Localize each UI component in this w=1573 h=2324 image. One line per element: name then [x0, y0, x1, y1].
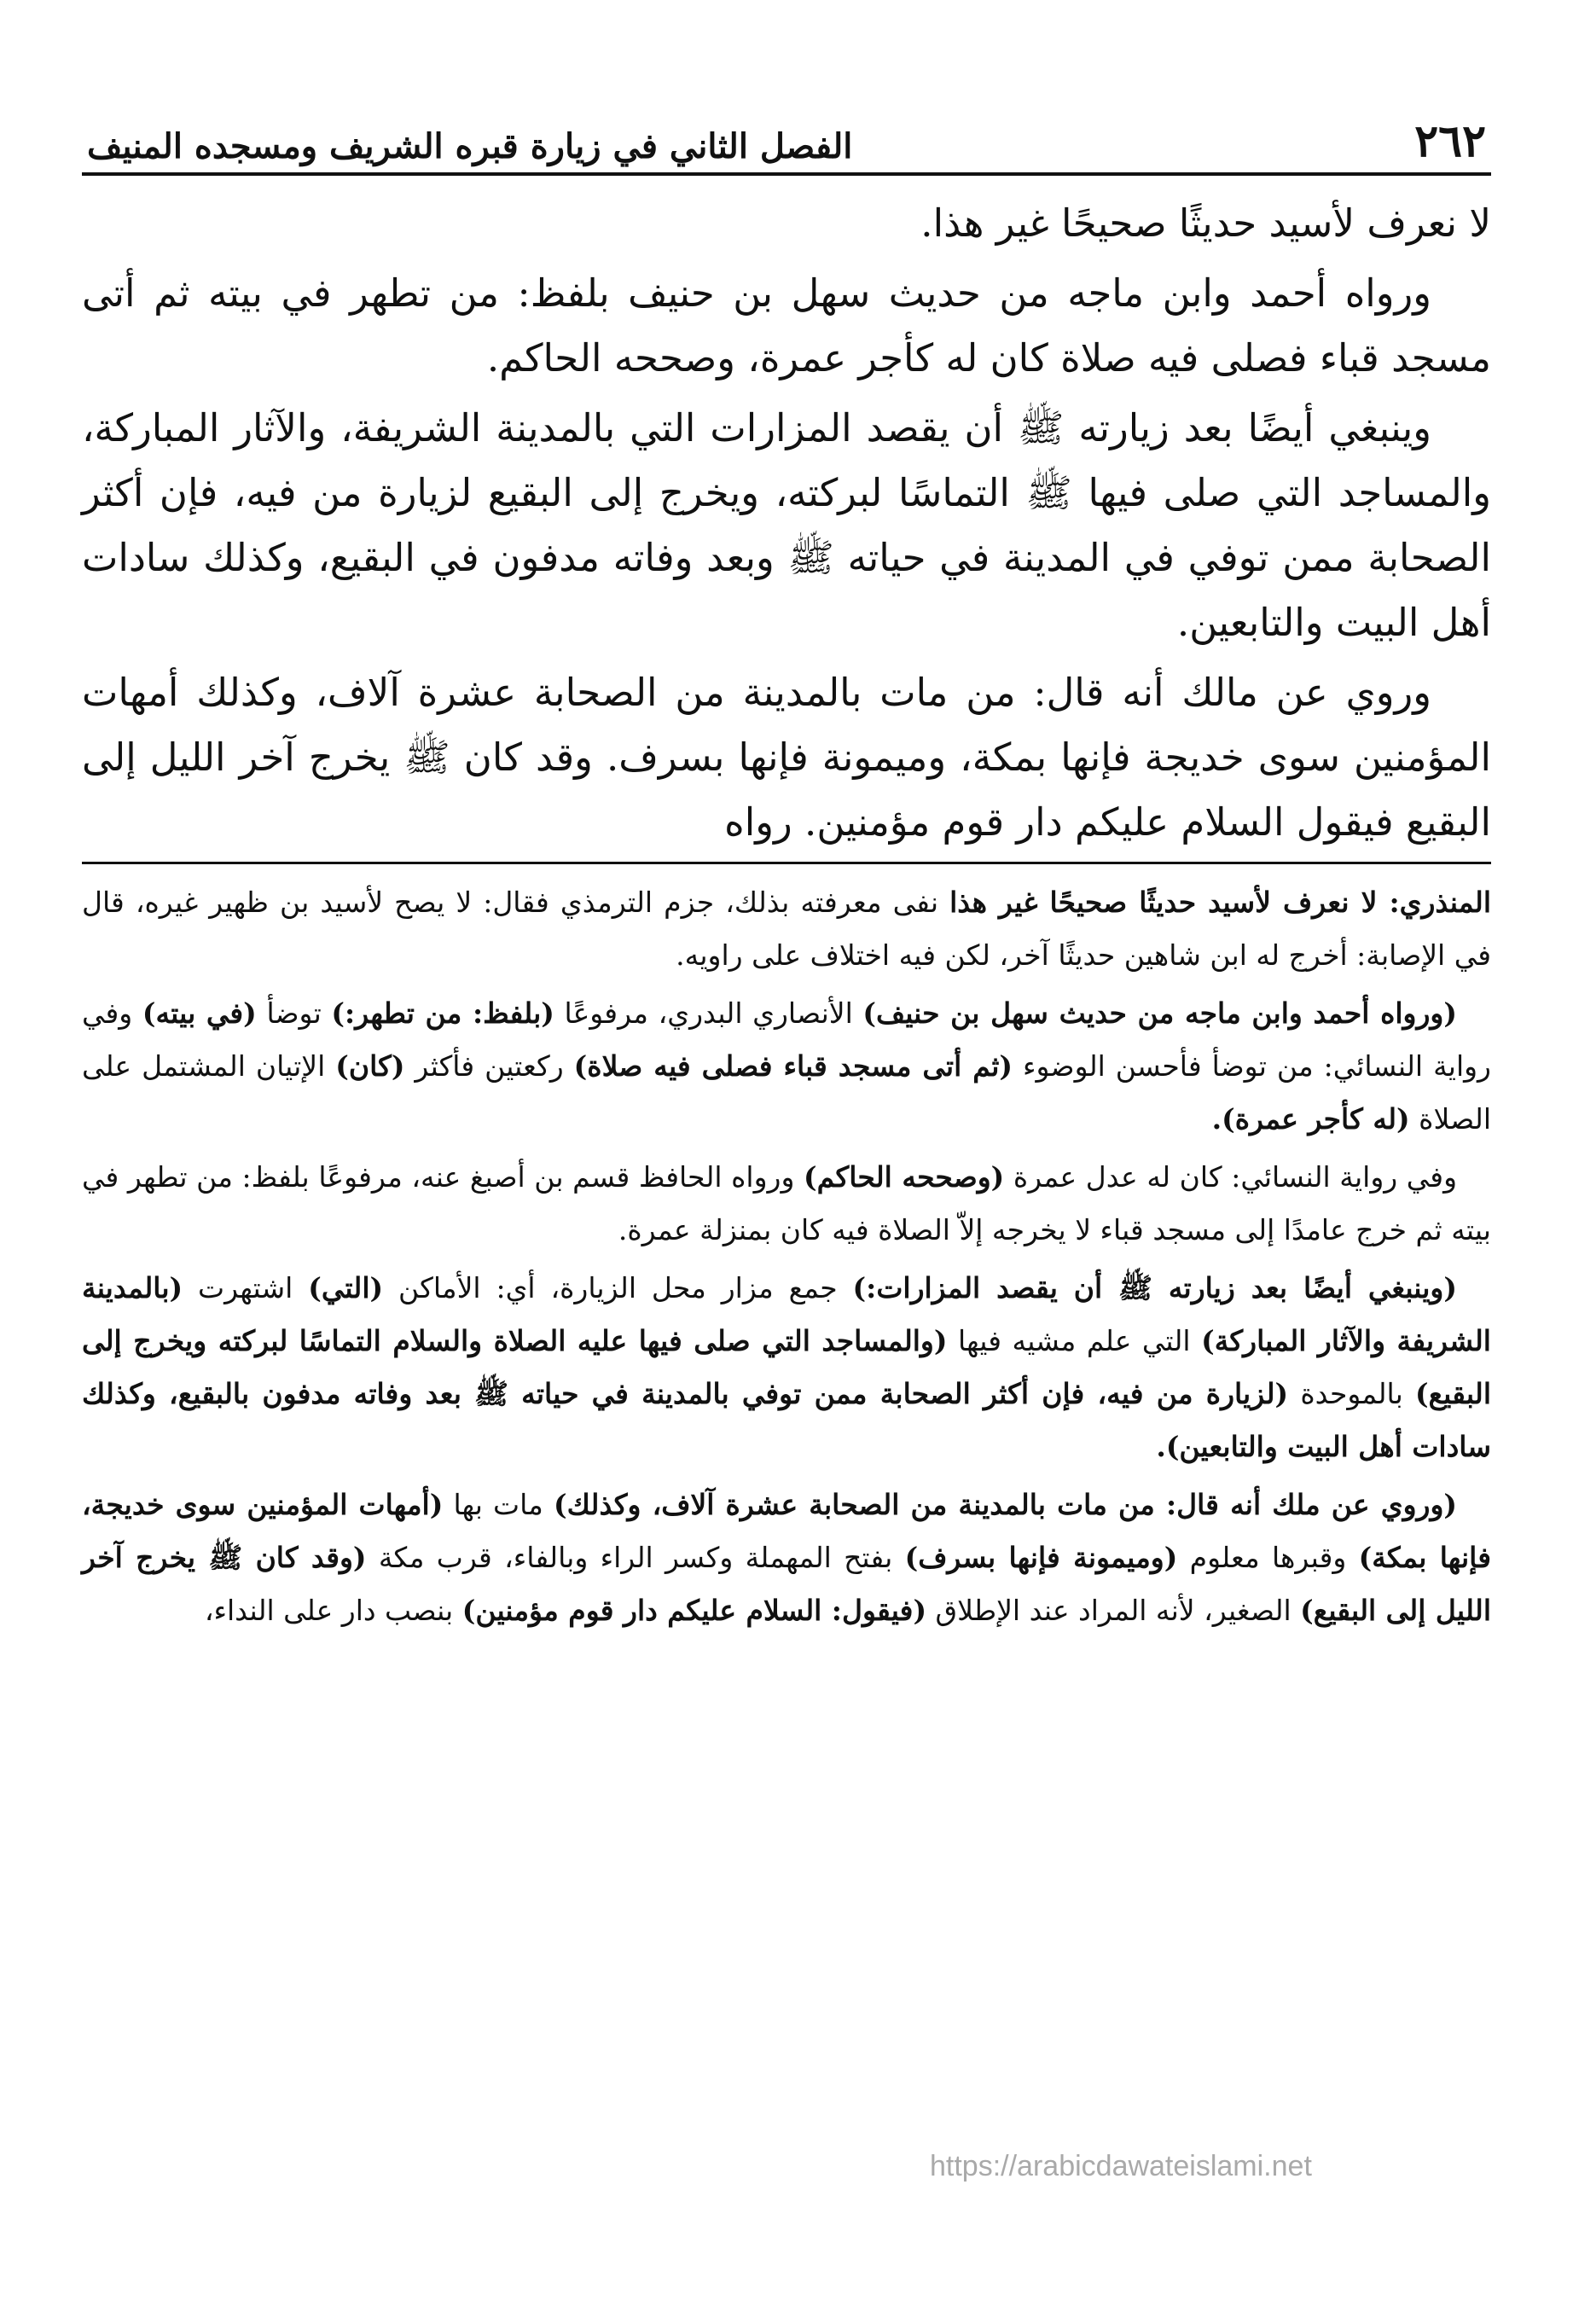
commentary-text: بالموحدة: [1288, 1377, 1415, 1410]
commentary-text: ورواه الحافظ قسم بن أصبغ عنه، مرفوعًا بلفظ: من تطهر في بيته ثم خرج عامدًا إلى مسجد قباء لا يخرجه إلاّ الصلاة فيه كان بمنزلة عمرة.: [82, 1160, 1491, 1246]
commentary-quote: (ثم أتى مسجد قباء فصلى فيه صلاة): [573, 1049, 1013, 1083]
commentary-paragraph: [82, 1479, 1491, 1637]
commentary-text: الإتيان المشتمل على الصلاة: [82, 1049, 1491, 1136]
commentary-text: بنصب دار على النداء،: [204, 1594, 462, 1627]
commentary-text: مات بها: [443, 1488, 554, 1521]
page-number: ٢٦٢: [1414, 115, 1486, 167]
commentary-quote: (بلفظ: من تطهر:): [331, 996, 554, 1030]
commentary-quote: (له كأجر عمرة).: [1211, 1102, 1410, 1136]
commentary-quote: (والمساجد التي صلى فيها عليه الصلاة والسلام التماسًا لبركته ويخرج إلى البقيع): [82, 1324, 1491, 1410]
commentary-quote: (فيقول: السلام عليكم دار قوم مؤمنين): [461, 1594, 927, 1627]
commentary-quote: (وينبغي أيضًا بعد زيارته ﷺ أن يقصد المزارات:): [852, 1271, 1457, 1304]
commentary-text: الأنصاري البدري، مرفوعًا: [554, 996, 863, 1030]
watermark-url: https://arabicdawateislami.net: [930, 2150, 1312, 2182]
commentary-quote: (لزيارة من فيه، فإن أكثر الصحابة ممن توفي بالمدينة في حياته ﷺ بعد وفاته مدفون بالبقيع، وكذلك سادات أهل البيت والتابعين).: [82, 1377, 1491, 1463]
commentary-text: التي علم مشيه فيها: [947, 1324, 1202, 1357]
book-page: [82, 102, 1491, 2286]
commentary-quote: المنذري:: [1377, 886, 1491, 919]
page-header: [82, 102, 1491, 176]
main-paragraph: ورواه أحمد وابن ماجه من حديث سهل بن حنيف بلفظ: من تطهر في بيته ثم أتى مسجد قباء فصلى فيه صلاة كان له كأجر عمرة، وصححه الحاكم.: [82, 270, 1491, 381]
commentary-quote: (التي): [308, 1271, 384, 1304]
commentary-quote: (بالمدينة الشريفة والآثار المباركة): [82, 1271, 1491, 1357]
commentary-paragraph: [82, 987, 1491, 1146]
commentary-quote: لا نعرف لأسيد حديثًا صحيحًا غير هذا: [949, 886, 1378, 919]
commentary-text: جمع مزار محل الزيارة، أي: الأماكن: [383, 1271, 853, 1304]
commentary-quote: (وقد كان ﷺ يخرج آخر الليل إلى البقيع): [82, 1541, 1491, 1627]
commentary-quote: (أمهات المؤمنين سوى خديجة، فإنها بمكة): [82, 1488, 1491, 1574]
commentary-text: توضأ: [256, 996, 332, 1030]
commentary-paragraph: [82, 1262, 1491, 1473]
commentary-paragraph: [82, 876, 1491, 982]
running-title: الفصل الثاني في زيارة قبره الشريف ومسجده المنيف: [87, 126, 853, 166]
commentary-text: بفتح المهملة وكسر الراء وبالفاء، قرب مكة: [366, 1541, 905, 1574]
commentary-text: وفي رواية النسائي: من توضأ فأحسن الوضوء: [82, 996, 1491, 1083]
commentary: [82, 876, 1491, 1637]
commentary-quote: (وصححه الحاكم): [803, 1160, 1005, 1194]
main-text: [82, 191, 1491, 855]
commentary-quote: (وروي عن ملك أنه قال: من مات بالمدينة من الصحابة عشرة آلاف، وكذلك): [553, 1488, 1457, 1521]
commentary-text: وفي رواية النسائي: كان له عدل عمرة: [1004, 1160, 1458, 1194]
commentary-text: نفى معرفته بذلك، جزم الترمذي فقال: لا يصح لأسيد بن ظهير غيره، قال في الإصابة: أخرج له ابن شاهين حديثًا آخر، لكن فيه اختلاف على راويه.: [82, 886, 1491, 972]
commentary-text: ركعتين فأكثر: [404, 1049, 574, 1083]
commentary-paragraph: [82, 1151, 1491, 1257]
commentary-quote: (وميمونة فإنها بسرف): [904, 1541, 1178, 1574]
commentary-quote: (كان): [335, 1049, 405, 1083]
text-separator: [82, 862, 1491, 864]
main-paragraph: وروي عن مالك أنه قال: من مات بالمدينة من الصحابة عشرة آلاف، وكذلك أمهات المؤمنين سوى خديجة فإنها بمكة، وميمونة فإنها بسرف. وقد كان ﷺ يخرج آخر الليل إلى البقيع فيقول السلام عليكم دار قوم مؤمنين. رواه: [82, 670, 1491, 845]
commentary-text: وقبرها معلوم: [1177, 1541, 1359, 1574]
commentary-text: الصغير، لأنه المراد عند الإطلاق: [926, 1594, 1301, 1627]
main-paragraph: لا نعرف لأسيد حديثًا صحيحًا غير هذا.: [920, 200, 1491, 246]
commentary-quote: (في بيته): [142, 996, 257, 1030]
commentary-quote: (ورواه أحمد وابن ماجه من حديث سهل بن حنيف): [862, 996, 1457, 1030]
commentary-text: اشتهرت: [183, 1271, 309, 1304]
main-paragraph: وينبغي أيضًا بعد زيارته ﷺ أن يقصد المزارات التي بالمدينة الشريفة، والآثار المباركة، والمساجد التي صلى فيها ﷺ التماسًا لبركته، ويخرج إلى البقيع لزيارة من فيه، فإن أكثر الصحابة ممن توفي في المدينة في حياته ﷺ وبعد وفاته مدفون في البقيع، وكذلك سادات أهل البيت والتابعين.: [82, 405, 1491, 645]
